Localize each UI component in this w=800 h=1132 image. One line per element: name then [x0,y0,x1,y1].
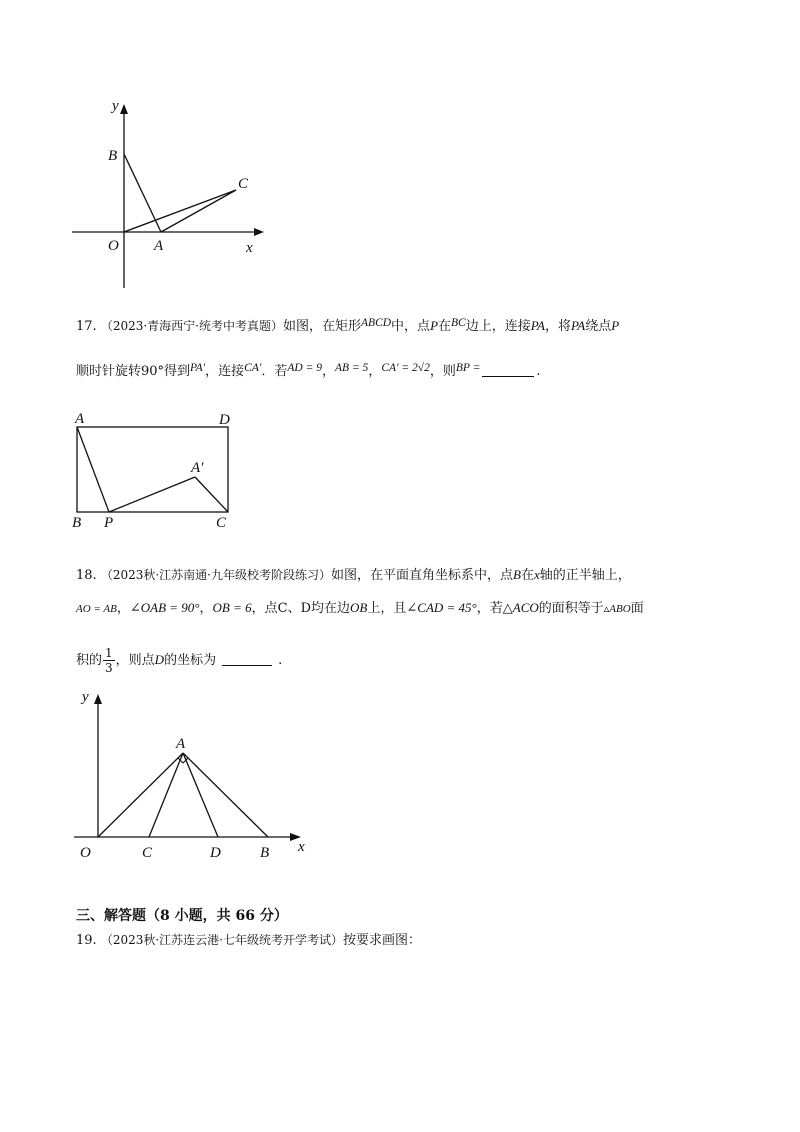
q17-math: AB = 5 [335,362,369,374]
q17-line-2 [76,362,541,382]
segment-pa-prime [109,477,195,512]
y-axis-arrow [94,694,102,704]
q17-math: PA′ [190,362,206,374]
label-B: B [108,148,118,164]
q18-text: 面 [630,601,644,616]
q19-source: （2023秋·江苏连云港·七年级统考开学考试） [100,933,343,947]
q18-answer-blank[interactable] [222,651,272,666]
segment-oa [98,753,183,837]
q18-math: x [533,567,540,582]
q17-answer-blank[interactable] [482,362,534,377]
q18-math: ∠OAB = 90° [129,600,200,615]
q18-text: ，则点 [115,653,155,668]
label-A: A [176,736,186,752]
label-B: B [260,845,270,861]
q17-text: ．若 [261,364,288,379]
label-A-prime: A′ [191,460,204,476]
label-O: O [108,238,119,254]
label-D: D [219,412,230,428]
q17-math: BC [451,317,466,329]
q19-number: 19. [76,933,97,948]
label-C: C [142,845,153,861]
coordinate-figure-q18 [70,685,320,870]
q17-number: 17. [76,319,97,334]
figure-q17 [66,405,246,535]
q18-text: 在 [520,568,534,583]
q18-math: OB [350,600,368,615]
q19-text: 按要求画图： [343,933,422,948]
q18-text: ，点 [251,601,278,616]
q17-text: 中，点 [391,319,431,334]
q18-text: 积的 [76,653,103,668]
q18-text: 如图，在平面直角坐标系中，点 [331,568,514,583]
q17-math: AD = 9 [287,362,322,374]
q17-math: ABCD [361,317,392,329]
q17-text: ， [321,364,335,379]
q18-text: 轴的正半轴上， [539,568,631,583]
label-C: C [238,176,249,192]
q18-math: ▵ABO [603,603,631,615]
coordinate-figure-q16 [60,90,280,295]
figure-q18 [70,685,320,870]
q18-text: 均在边 [311,601,351,616]
segment-ab [183,753,268,837]
y-axis-arrow [120,104,128,114]
q18-text: 的面积等于 [538,601,604,616]
segment-oc [124,190,236,232]
q18-text: 的坐标为 [164,653,217,668]
q18-number: 18. [76,568,97,583]
q17-math: CA′ [244,362,262,374]
label-A: A [154,238,164,254]
q18-math: D [154,652,165,667]
q17-text: ， [368,364,382,379]
label-P: P [104,515,114,531]
q19-line-1 [76,930,421,951]
q17-text: ，连接 [205,364,245,379]
segment-ap [77,427,109,512]
label-A: A [75,411,85,427]
q17-text: 顺时针旋转90°得到 [76,364,191,379]
q18-text: 上，且 [367,601,407,616]
label-y: y [82,689,89,705]
figure-q16 [60,90,280,295]
q18-math: ∠CAD = 45° [406,600,477,615]
q17-text: 如图，在矩形 [283,319,362,334]
q18-line-3 [76,645,282,676]
q18-math: C、D [277,601,311,616]
q18-math: AO = AB [76,603,117,615]
fraction-denominator: 3 [105,661,113,675]
q17-text: 在 [438,319,452,334]
segment-ad [183,753,218,837]
q17-math: BP = [455,362,481,374]
q18-text: ，若 [476,601,503,616]
q18-text: ， [116,601,130,616]
label-B: B [72,515,82,531]
label-x: x [298,839,305,855]
label-y: y [112,98,119,114]
q17-text: . [536,364,541,379]
q17-math: PA [570,318,586,333]
q18-math: OB = 6 [212,600,252,615]
q17-text: ，则 [429,364,456,379]
q18-line-1 [76,565,631,586]
q18-math: B [513,567,521,582]
label-C: C [216,515,227,531]
q18-line-2 [76,598,644,619]
q17-line-1 [76,316,619,337]
label-D: D [210,845,221,861]
rectangle-figure-q17 [66,405,246,535]
q17-math: P [611,318,620,333]
q17-text: 绕点 [585,319,612,334]
q17-math: P [430,318,439,333]
label-x: x [246,240,253,256]
rectangle-abcd [77,427,228,512]
fraction-numerator: 1 [105,646,113,660]
label-O: O [80,845,91,861]
q18-text: ， [199,601,213,616]
segment-ac [149,753,183,837]
q17-source: （2023·青海西宁·统考中考真题） [100,319,283,333]
q17-text: ，将 [544,319,571,334]
section-3-title: 三、解答题（8 小题，共 66 分） [76,908,288,924]
x-axis-arrow [254,228,264,236]
segment-ac [161,190,236,232]
q18-math: △ACO [502,600,539,615]
fraction-one-third [103,646,115,675]
q17-text: 边上，连接 [465,319,531,334]
q18-text: . [278,653,283,668]
q17-math: CA′ = 2√2 [381,362,430,374]
q17-math: PA [530,318,545,333]
q18-source: （2023秋·江苏南通·九年级校考阶段练习） [100,568,331,582]
segment-a-prime-c [195,477,228,512]
